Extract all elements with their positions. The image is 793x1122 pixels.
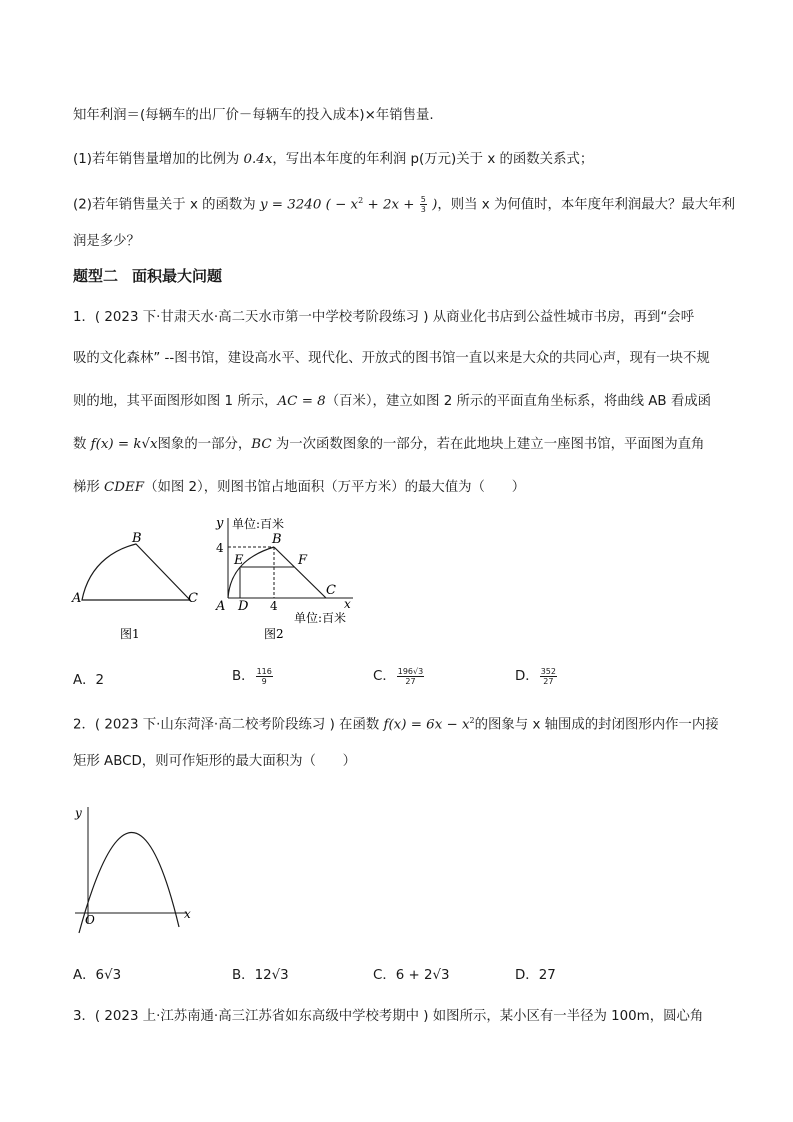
fig2-label-e: E — [234, 553, 244, 568]
fig2-unit-bottom: 单位:百米 — [294, 611, 347, 625]
problem-1-line-1: 1．( 2023 下·甘肃天水·高二天水市第一中学校考阶段练习 ) 从商业化书店到公益性城市书房，再到“会呼 — [73, 310, 695, 325]
fig2-label-y: y — [216, 516, 224, 531]
fig2-label-a: A — [216, 599, 226, 614]
problem-2-line-1: 2．( 2023 下·山东菏泽·高二校考阶段练习 ) 在函数 $f(x) = 6x - x^2$的图象与 x 轴围成的封闭图形内作一内接 — [73, 716, 719, 733]
figure-1-shape — [82, 544, 190, 600]
section-label: 题型二 — [73, 267, 119, 285]
p2-option-d[interactable]: D．27 — [515, 968, 556, 983]
fig1-label-b: B — [132, 531, 142, 546]
fig1-caption: 图1 — [120, 627, 140, 641]
problem-1-line-2: 吸的文化森林” --图书馆，建设高水平、现代化、开放式的图书馆一直以来是大众的共同心声，现有一块不规 — [73, 351, 710, 366]
question-part-1: (1)若年销售量增加的比例为 0.4x，写出本年度的年利润 p(万元)关于 x 的函数关系式； — [73, 152, 594, 167]
p1-option-b[interactable]: B． $\frac{116}{9}$ — [232, 666, 272, 686]
fig2-four-x: 4 — [270, 599, 278, 613]
fig2-label-b: B — [272, 532, 282, 547]
fig1-label-c: C — [188, 591, 198, 606]
fig3-label-y: y — [75, 806, 82, 820]
problem-2-line-2: 矩形 ABCD，则可作矩形的最大面积为（ ） — [73, 754, 357, 769]
fig2-label-d: D — [238, 599, 249, 614]
p1-option-c[interactable]: C． $\frac{196√3}{27}$ — [373, 666, 424, 686]
problem-1-line-3: 则的地，其平面图形如图 1 所示，AC = 8（百米），建立如图 2 所示的平面直角坐标系，将曲线 AB 看成函 — [73, 394, 712, 409]
p1-option-a[interactable]: A．2 — [73, 673, 105, 688]
section-title: 面积最大问题 — [132, 267, 223, 285]
figure-3-parabola — [65, 795, 200, 935]
fig1-label-a: A — [72, 591, 82, 606]
section-heading — [73, 265, 236, 286]
fig2-four-y: 4 — [216, 541, 224, 555]
figure-1 — [70, 530, 210, 645]
question-part-2-cont: 润是多少？ — [73, 234, 140, 249]
question-part-2: (2)若年销售量关于 x 的函数为 y = 3240 ( − $x^2 + 2x$ + $\frac{5}{3}$ )，则当 x 为何值时，本年度年利润最大？最大年利 — [73, 194, 735, 214]
fig2-label-f: F — [298, 553, 308, 568]
intro-line: 知年利润＝(每辆车的出厂价－每辆车的投入成本)×年销售量. — [73, 108, 434, 123]
problem-1-line-5: 梯形 CDEF（如图 2），则图书馆占地面积（万平方米）的最大值为（ ） — [73, 480, 526, 495]
fig3-label-x: x — [184, 907, 191, 921]
problem-1-line-4: 数 f(x) = k√x图象的一部分，BC 为一次函数图象的一部分，若在此地块上建立一座图书馆，平面图为直角 — [73, 437, 705, 452]
p2-option-a[interactable]: A．6√3 — [73, 968, 122, 983]
p2-option-b[interactable]: B．12√3 — [232, 968, 289, 983]
figure-2 — [208, 510, 373, 645]
fig3-label-o: O — [85, 913, 95, 927]
p2-option-c[interactable]: C．6 + 2√3 — [373, 968, 450, 983]
fig2-unit-top: 单位:百米 — [232, 517, 285, 531]
problem-3-line-1: 3．( 2023 上·江苏南通·高三江苏省如东高级中学校考期中 ) 如图所示，某小区有一半径为 100m，圆心角 — [73, 1009, 704, 1024]
fig2-label-c: C — [326, 583, 336, 598]
p1-option-d[interactable]: D． $\frac{352}{27}$ — [515, 666, 556, 686]
fig2-label-x: x — [344, 597, 351, 611]
fig2-caption: 图2 — [264, 627, 284, 641]
